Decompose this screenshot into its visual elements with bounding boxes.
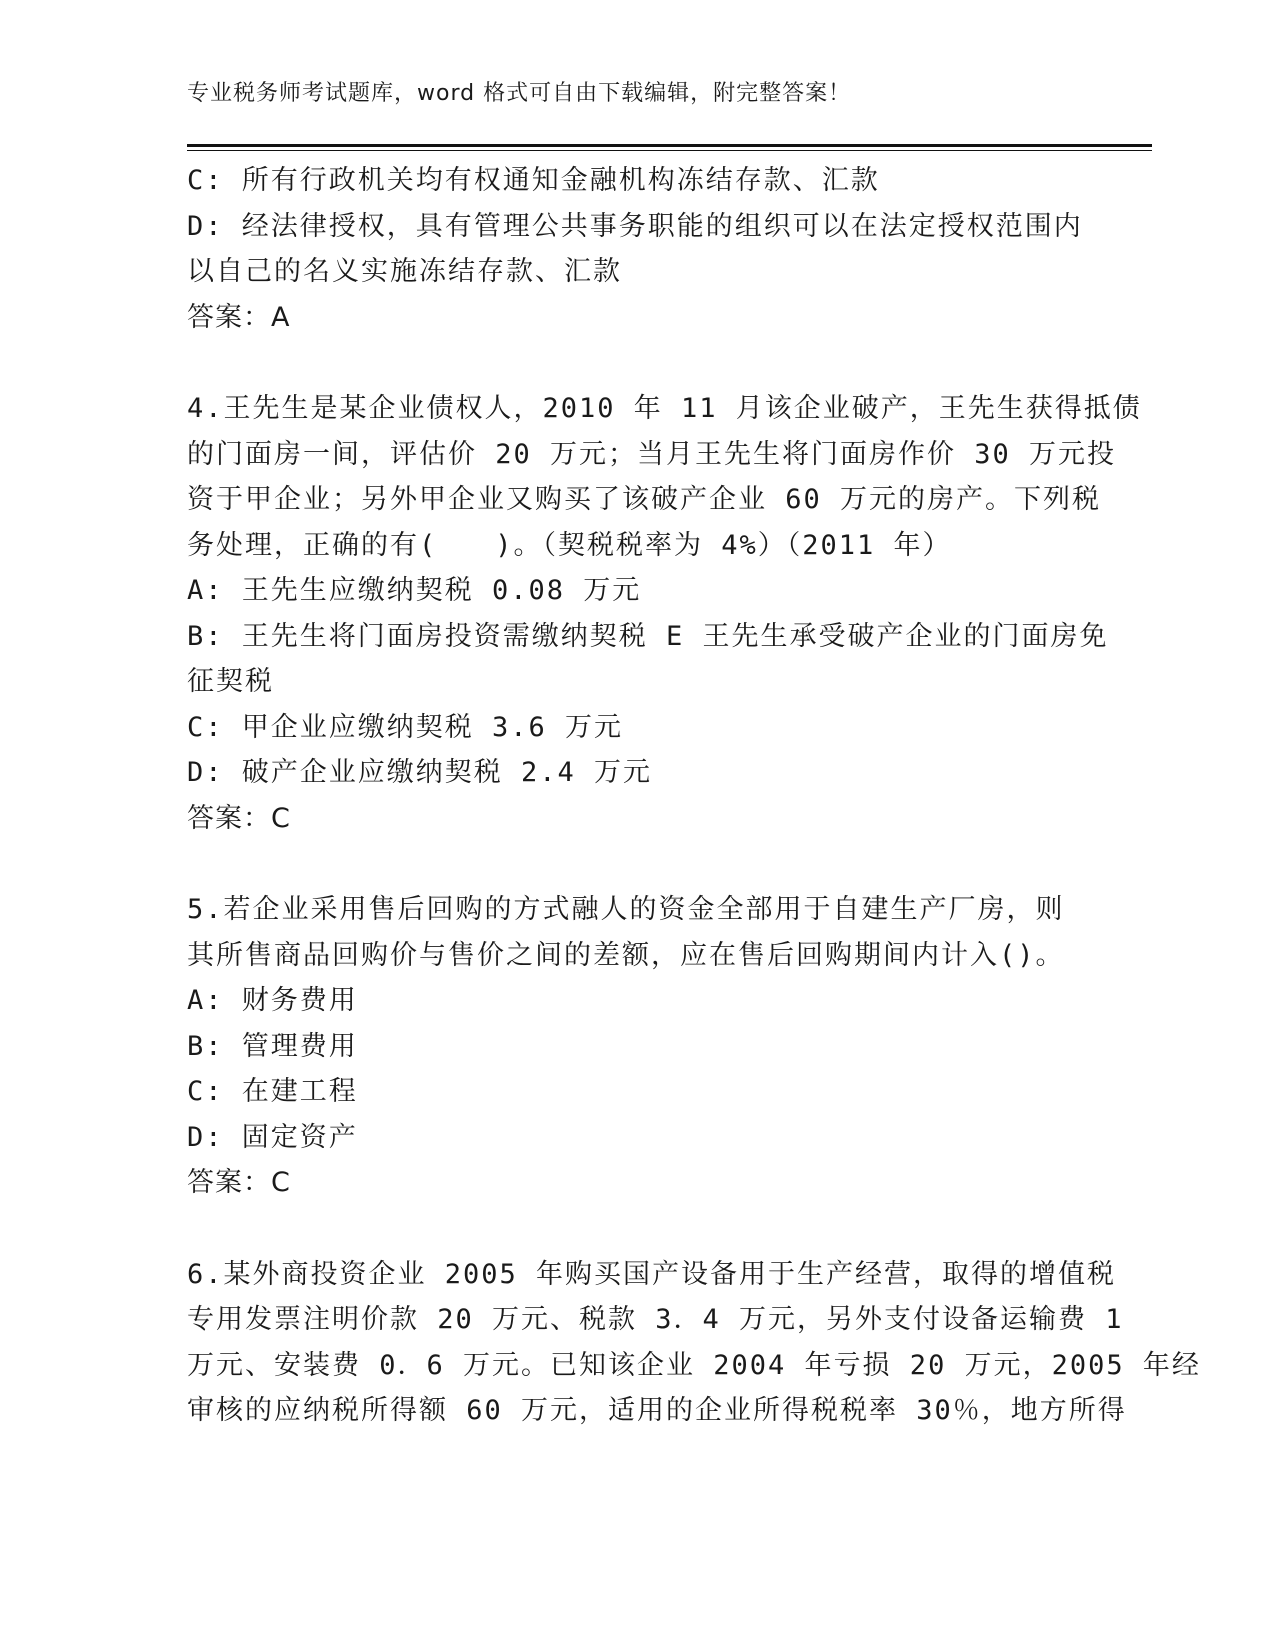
question-5 xyxy=(187,887,1087,1206)
question-6 xyxy=(187,1252,1201,1434)
answer-line: 答案：C xyxy=(187,1167,291,1198)
question-stem-line: 5.若企业采用售后回购的方式融人的资金全部用于自建生产厂房，则 xyxy=(187,894,1065,925)
question-stem-line: 其所售商品回购价与售价之间的差额，应在售后回购期间内计入()。 xyxy=(187,939,1065,971)
header-rule-thin xyxy=(187,150,1152,151)
question-stem-line: 4.王先生是某企业债权人，2010 年 11 月该企业破产，王先生获得抵债 xyxy=(187,393,1142,424)
question-stem-line: 6.某外商投资企业 2005 年购买国产设备用于生产经营，取得的增值税 xyxy=(187,1258,1117,1290)
answer-line: 答案：C xyxy=(187,802,291,834)
question-3-tail xyxy=(187,158,1087,340)
option-line: D: 固定资产 xyxy=(187,1121,358,1153)
question-stem-line: 务处理，正确的有( )。（契税税率为 4%）（2011 年） xyxy=(187,529,952,561)
option-line: C: 在建工程 xyxy=(187,1076,358,1107)
question-stem-line: 万元、安装费 0．6 万元。已知该企业 2004 年亏损 20 万元，2005 年经 xyxy=(187,1349,1201,1381)
header-rule-thick xyxy=(187,144,1152,147)
question-stem-line: 的门面房一间，评估价 20 万元；当月王先生将门面房作价 30 万元投 xyxy=(187,438,1117,470)
option-line: A: 王先生应缴纳契税 0.08 万元 xyxy=(187,575,642,606)
option-line: C: 所有行政机关均有权通知金融机构冻结存款、汇款 xyxy=(187,165,880,196)
option-line: B: 王先生将门面房投资需缴纳契税 E 王先生承受破产企业的门面房免 xyxy=(187,620,1109,652)
spacer xyxy=(187,340,1087,386)
option-line: 征契税 xyxy=(187,666,274,697)
question-stem-line: 审核的应纳税所得额 60 万元，适用的企业所得税税率 30％，地方所得 xyxy=(187,1395,1127,1426)
document-body xyxy=(187,158,1201,1434)
answer-line: 答案：A xyxy=(187,301,291,333)
option-line: D: 破产企业应缴纳契税 2.4 万元 xyxy=(187,757,653,788)
option-line: A: 财务费用 xyxy=(187,985,358,1016)
option-line: B: 管理费用 xyxy=(187,1030,358,1062)
option-line: 以自己的名义实施冻结存款、汇款 xyxy=(187,256,622,287)
spacer xyxy=(187,1206,1087,1252)
page-header: 专业税务师考试题库，word 格式可自由下载编辑，附完整答案！ xyxy=(187,81,852,106)
question-stem-line: 资于甲企业；另外甲企业又购买了该破产企业 60 万元的房产。下列税 xyxy=(187,484,1102,515)
option-line: C: 甲企业应缴纳契税 3.6 万元 xyxy=(187,711,624,743)
option-line: D: 经法律授权，具有管理公共事务职能的组织可以在法定授权范围内 xyxy=(187,210,1083,242)
spacer xyxy=(187,841,1087,887)
question-stem-line: 专用发票注明价款 20 万元、税款 3．4 万元，另外支付设备运输费 1 xyxy=(187,1304,1124,1335)
question-4 xyxy=(187,386,1142,841)
